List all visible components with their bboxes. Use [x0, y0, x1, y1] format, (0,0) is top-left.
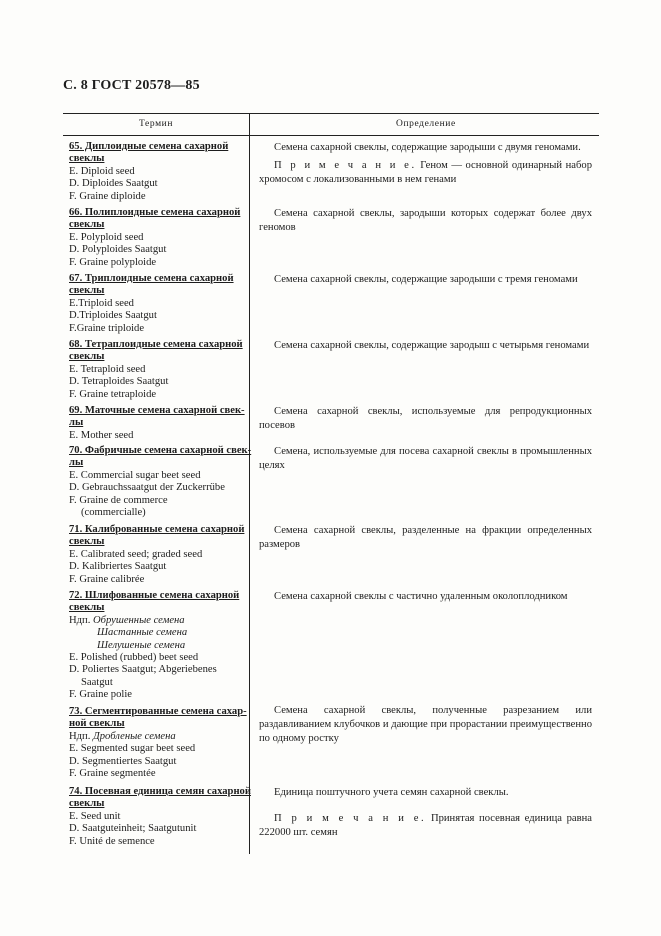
term-translation: E. Diploid seed — [69, 165, 135, 177]
ndp-label: Ндп. — [69, 730, 91, 742]
term-translation: D. Gebrauchssaatgut der Zuckerrübe — [69, 482, 225, 494]
term-title-line: свеклы — [69, 219, 105, 231]
term-translation: F. Graine diploide — [69, 190, 146, 202]
definition-72 — [259, 590, 592, 608]
term-67 — [69, 273, 247, 335]
term-title-line: 68. Тетраплоидные семена сахарной — [69, 339, 243, 350]
definition-67 — [259, 273, 592, 291]
deprecated-term: Обрушенные семена — [93, 614, 185, 626]
definition-text: Семена сахарной свеклы с частично удаленным околоплодником — [274, 591, 568, 602]
term-title-line: свеклы — [69, 285, 105, 297]
term-translation: E. Polished (rubbed) beet seed — [69, 652, 199, 664]
term-title-line: свеклы — [69, 798, 105, 810]
definition-text: Семена сахарной свеклы, содержащие зародыши с тремя геномами — [274, 274, 578, 285]
deprecated-term: Шастанные семена — [97, 627, 188, 639]
definition-note — [259, 159, 592, 187]
term-73 — [69, 706, 247, 780]
term-title-line: свеклы — [69, 153, 105, 165]
term-title-line: 74. Посевная единица семян сахарной — [69, 786, 251, 797]
page-header: С. 8 ГОСТ 20578—85 — [63, 78, 200, 93]
term-translation: F. Graine tetraploide — [69, 388, 157, 400]
note-text: Геном — основной одинарный набор хромосом с локализованными в нем генами — [259, 160, 592, 185]
term-title-line: лы — [69, 417, 84, 429]
term-72 — [69, 590, 247, 702]
definition-69 — [259, 405, 592, 437]
term-translation: F.Graine triploide — [69, 322, 145, 334]
term-translation: F. Graine polie — [69, 689, 132, 701]
definition-text: Семена сахарной свеклы, используемые для репродукционных посевов — [259, 406, 592, 431]
term-69 — [69, 405, 247, 442]
column-header-definitions: Определение — [396, 119, 456, 129]
term-74 — [69, 786, 251, 848]
definition-text: Семена сахарной свеклы, полученные разрезанием или раздавливанием клубочков и дающие при прорастании преимущественно по одному ростку — [259, 705, 592, 744]
term-title-line: 66. Полиплоидные семена сахарной — [69, 207, 241, 218]
term-66 — [69, 207, 247, 269]
term-70 — [69, 445, 252, 519]
term-translation: Saatgut — [81, 676, 113, 688]
term-title-line: 67. Триплоидные семена сахарной — [69, 273, 234, 284]
term-68 — [69, 339, 247, 401]
definition-68 — [259, 339, 592, 357]
term-title-line: ной свеклы — [69, 718, 125, 730]
term-title-line: лы — [69, 457, 84, 469]
term-translation: D. Saatguteinheit; Saatgutunit — [69, 823, 197, 835]
definition-65 — [259, 141, 592, 191]
definition-text: Семена сахарной свеклы, содержащие зародыши с двумя геномами. — [274, 142, 581, 153]
term-71 — [69, 524, 247, 586]
term-translation: F. Graine polyploide — [69, 256, 157, 268]
term-translation: F. Graine segmentée — [69, 768, 156, 780]
term-translation: (commercialle) — [81, 507, 146, 519]
definition-text: Единица поштучного учета семян сахарной свеклы. — [274, 787, 509, 798]
term-translation: E. Segmented sugar beet seed — [69, 743, 196, 755]
note-label: П р и м е ч а н и е. — [274, 813, 427, 824]
term-title-line: 71. Калиброванные семена сахарной — [69, 524, 245, 535]
term-translation: D. Polyploides Saatgut — [69, 244, 167, 256]
term-translation: E. Mother seed — [69, 429, 134, 441]
term-title-line: 70. Фабричные семена сахарной свек- — [69, 445, 252, 456]
ndp-label: Ндп. — [69, 614, 91, 626]
definition-text: Семена сахарной свеклы, разделенные на фракции определенных размеров — [259, 525, 592, 550]
term-translation: D. Poliertes Saatgut; Abgeriebenes — [69, 664, 217, 676]
table-top-rule — [63, 113, 599, 114]
term-translation: E. Commercial sugar beet seed — [69, 469, 201, 481]
column-divider — [249, 114, 250, 854]
column-header-terms: Термин — [139, 119, 174, 129]
term-translation: D. Kalibriertes Saatgut — [69, 561, 167, 573]
term-65 — [69, 141, 247, 203]
term-title-line: свеклы — [69, 351, 105, 363]
term-translation: F. Graine calibrée — [69, 573, 145, 585]
deprecated-term-line — [69, 615, 247, 627]
term-translation: D. Segmentiertes Saatgut — [69, 755, 177, 767]
term-title-line: 72. Шлифованные семена сахарной — [69, 590, 240, 601]
term-translation: E.Triploid seed — [69, 297, 134, 309]
term-translation: E. Calibrated seed; graded seed — [69, 548, 203, 560]
deprecated-term: Дробленые семена — [93, 730, 176, 742]
term-translation: D. Diploides Saatgut — [69, 178, 158, 190]
term-title-line: 69. Маточные семена сахарной свек- — [69, 405, 245, 416]
term-title-line: 73. Сегментированные семена сахар- — [69, 706, 247, 717]
definition-70 — [259, 445, 592, 477]
term-translation: F. Unité de semence — [69, 835, 155, 847]
term-translation: E. Seed unit — [69, 810, 121, 822]
table-header-rule — [63, 135, 599, 136]
term-translation: E. Polyploid seed — [69, 231, 144, 243]
deprecated-term: Шелушеные семена — [97, 639, 186, 651]
note-label: П р и м е ч а н и е. — [274, 160, 417, 171]
term-title-line: свеклы — [69, 602, 105, 614]
term-title-line: 65. Диплоидные семена сахарной — [69, 141, 229, 152]
definition-74 — [259, 786, 592, 844]
term-translation: D.Triploides Saatgut — [69, 310, 157, 322]
definition-71 — [259, 524, 592, 556]
term-title-line: свеклы — [69, 536, 105, 548]
deprecated-term-line — [69, 731, 247, 743]
term-translation: F. Graine de commerce — [69, 494, 168, 506]
definition-text: Семена сахарной свеклы, зародыши которых содержат более двух геномов — [259, 208, 592, 233]
definition-text: Семена, используемые для посева сахарной свеклы в промышленных целях — [259, 446, 592, 471]
note-text: Принятая посевная единица равна 222000 шт. семян — [259, 813, 592, 838]
definition-text: Семена сахарной свеклы, содержащие зародыш с четырьмя геномами — [274, 340, 590, 351]
term-translation: E. Tetraploid seed — [69, 363, 146, 375]
definition-73 — [259, 704, 592, 750]
term-translation: D. Tetraploides Saatgut — [69, 376, 169, 388]
definition-66 — [259, 207, 592, 239]
definition-note — [259, 812, 592, 840]
